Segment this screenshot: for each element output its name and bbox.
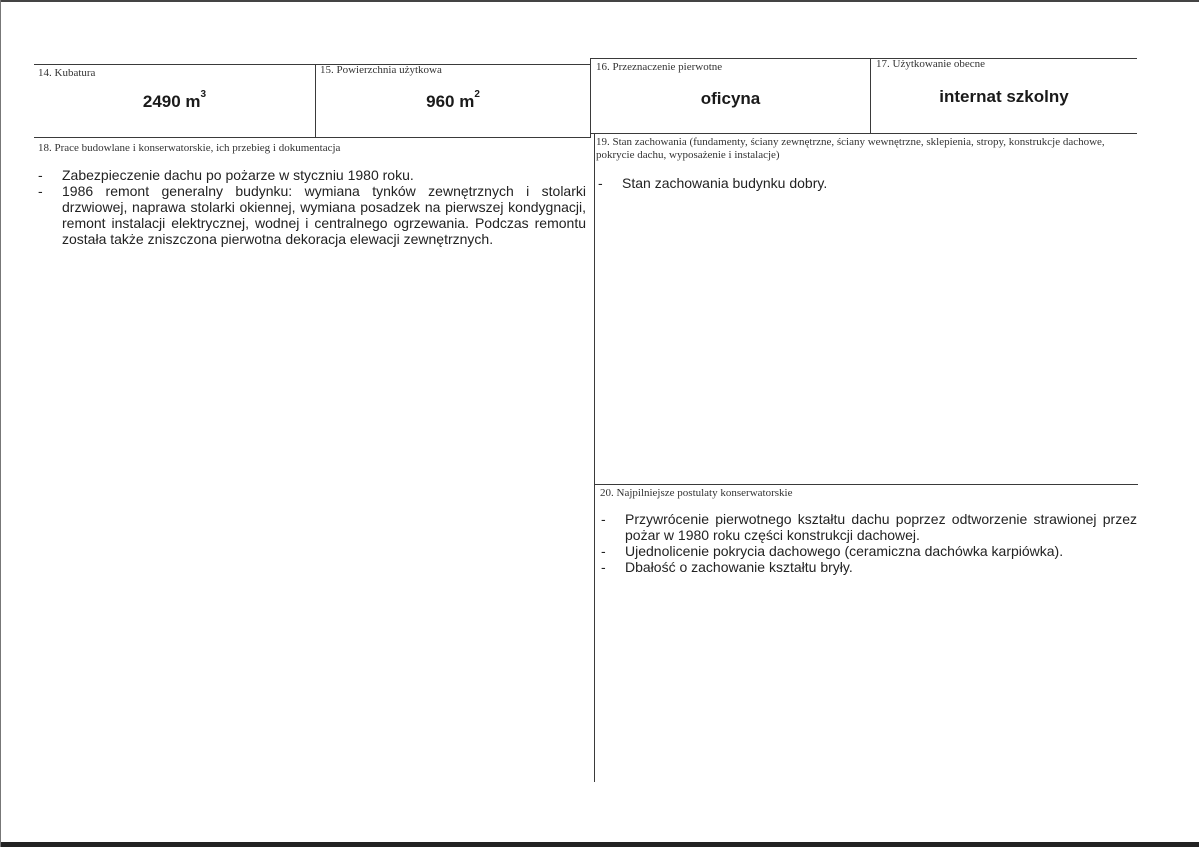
list-item: - 1986 remont generalny budynku: wymiana tynków zewnętrznych i stolarki drzwiowej, naprawa stolarki okiennej, wymiana posadzek na pierwszej kondygnacji, remont instalacji elektrycznej, wodnej i centralnego ogrzewania. Podczas remontu została także zniszczona pierwotna dekoracja elewacji zewnętrznych. — [34, 183, 586, 247]
column-divider — [594, 134, 595, 782]
scan-edge-left — [0, 0, 1, 847]
list-item: - Ujednolicenie pokrycia dachowego (ceramiczna dachówka karpiówka). — [597, 543, 1137, 559]
row1-bottom-rule-right — [590, 133, 1137, 134]
powierzchnia-value — [316, 89, 590, 112]
stan-list — [594, 175, 1134, 191]
kubatura-exponent: 3 — [200, 89, 207, 100]
row1-top-rule-right — [590, 58, 1137, 59]
kubatura-label: 14. Kubatura — [38, 67, 96, 79]
section20-top-rule — [595, 484, 1138, 485]
przeznaczenie-label: 16. Przeznaczenie pierwotne — [596, 61, 723, 73]
list-item: - Przywrócenie pierwotnego kształtu dachu poprzez odtworzenie strawionej przez pożar w 1980 roku części konstrukcji dachowej. — [597, 511, 1137, 543]
uzytkowanie-value: internat szkolny — [939, 87, 1069, 106]
prace-label: 18. Prace budowlane i konserwatorskie, ich przebieg i dokumentacja — [38, 142, 341, 154]
postulaty-list — [597, 511, 1137, 575]
powierzchnia-label: 15. Powierzchnia użytkowa — [320, 64, 442, 76]
kubatura-number: 2490 m — [142, 92, 201, 111]
prace-list — [34, 167, 586, 247]
scan-edge-bottom — [0, 842, 1199, 847]
przeznaczenie-value: oficyna — [700, 89, 761, 108]
uzytkowanie-label: 17. Użytkowanie obecne — [876, 58, 986, 70]
postulaty-label: 20. Najpilniejsze postulaty konserwatorskie — [600, 487, 793, 499]
list-item: - Zabezpieczenie dachu po pożarze w styczniu 1980 roku. — [34, 167, 586, 183]
scan-edge-top — [0, 0, 1199, 2]
powierzchnia-number: 960 m — [426, 92, 475, 111]
stan-label: 19. Stan zachowania (fundamenty, ściany zewnętrzne, ściany wewnętrzne, sklepienia, stropy, konstrukcje dachowe, pokrycie dachu, wyposażenie i instalacje) — [596, 136, 1105, 161]
row1-bottom-rule-left — [34, 137, 590, 138]
list-item: - Dbałość o zachowanie kształtu bryły. — [597, 559, 1137, 575]
list-item: - Stan zachowania budynku dobry. — [594, 175, 1134, 191]
kubatura-value — [34, 89, 315, 112]
row1-top-rule-left — [34, 64, 590, 65]
powierzchnia-exponent: 2 — [474, 89, 480, 100]
